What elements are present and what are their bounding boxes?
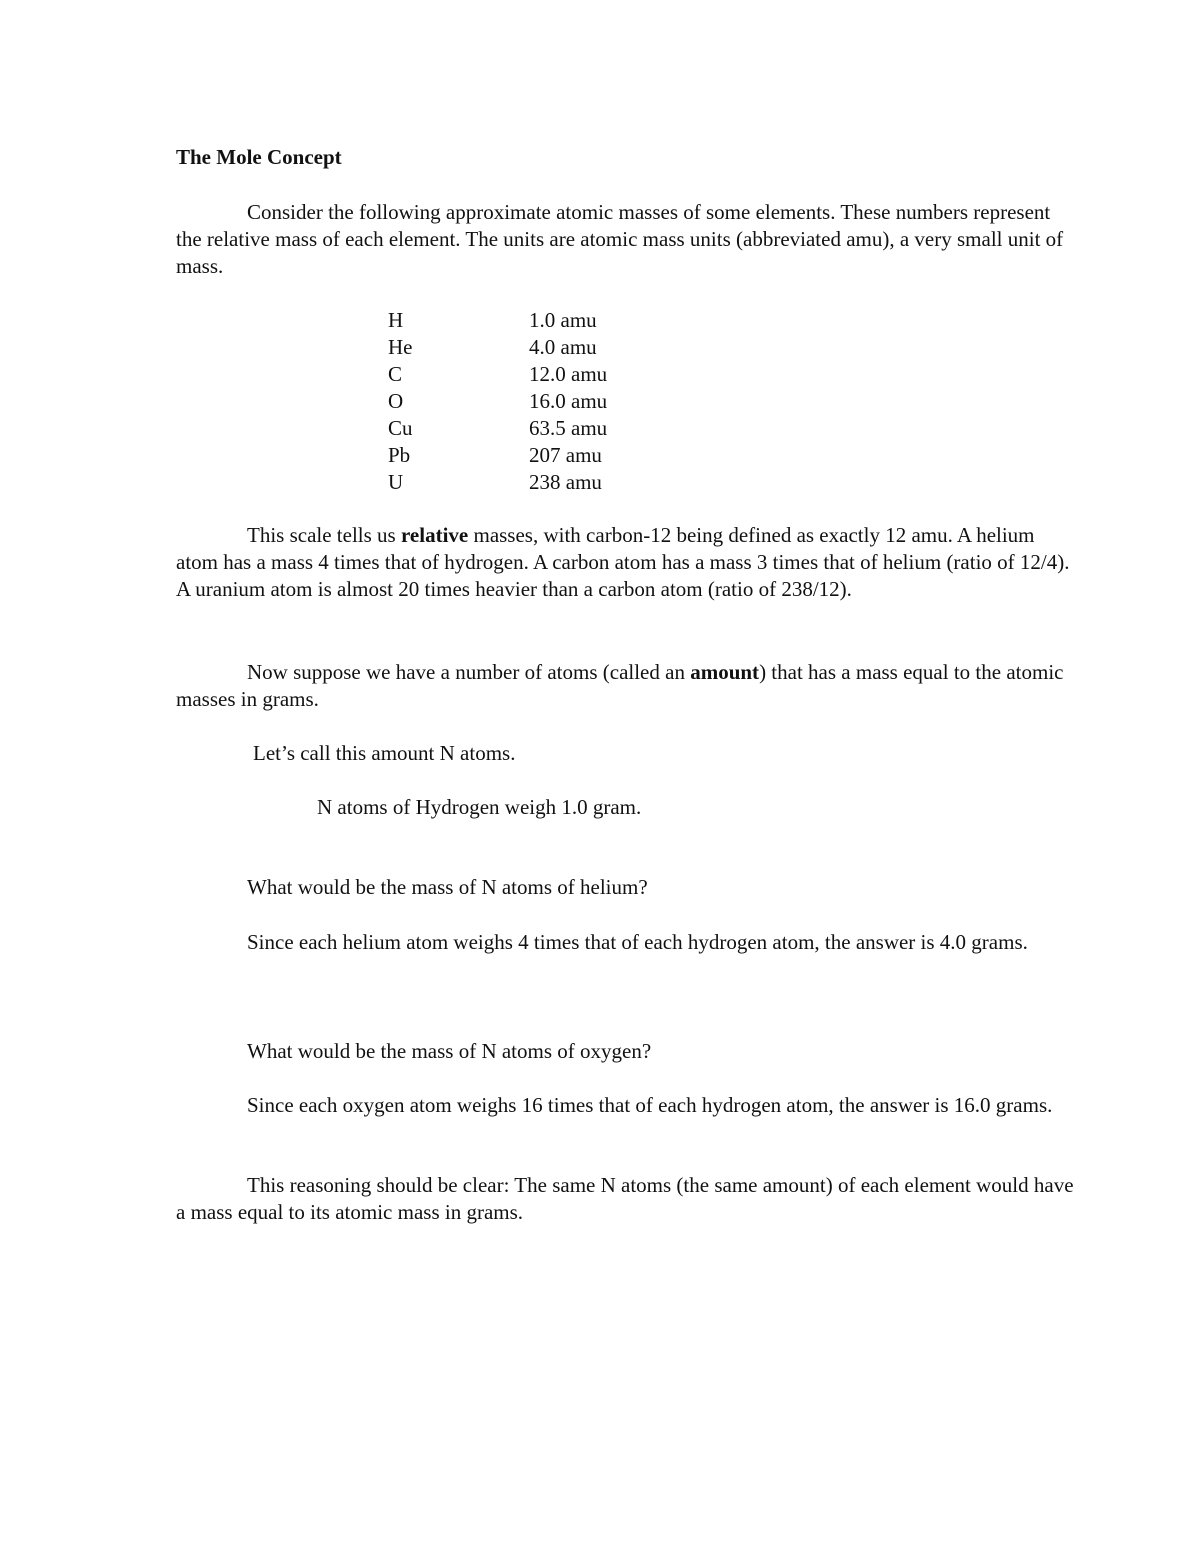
scale-paragraph	[176, 522, 1076, 603]
scale-paragraph-start: This scale tells us	[247, 523, 401, 547]
amount-paragraph-start: Now suppose we have a number of atoms (called an	[247, 660, 691, 684]
table-row	[388, 307, 607, 334]
element-mass: 238 amu	[529, 470, 602, 494]
helium-answer: Since each helium atom weighs 4 times that of each hydrogen atom, the answer is 4.0 grams.	[247, 930, 1028, 954]
element-symbol: C	[388, 362, 403, 386]
element-symbol: Cu	[388, 416, 413, 440]
element-mass: 4.0 amu	[529, 335, 597, 359]
hydrogen-line: N atoms of Hydrogen weigh 1.0 gram.	[317, 795, 642, 819]
atomic-mass-table	[388, 307, 607, 496]
scale-paragraph-end: masses, with carbon-12 being defined as exactly 12 amu. A helium atom has a mass 4 times that of hydrogen. A carbon atom has a mass 3 times that of helium (ratio of 12/4). A uranium atom is almost 20 times heavier than a carbon atom (ratio of 238/12).	[176, 523, 1070, 601]
table-row	[388, 334, 607, 361]
intro-paragraph: Consider the following approximate atomic masses of some elements. These numbers represent the relative mass of each element. The units are atomic mass units (abbreviated amu), a very small unit of mass.	[176, 200, 1064, 278]
element-mass: 12.0 amu	[529, 362, 608, 386]
table-row	[388, 442, 607, 469]
element-symbol: Pb	[388, 443, 411, 467]
call-amount-line: Let’s call this amount N atoms.	[253, 741, 516, 765]
oxygen-question: What would be the mass of N atoms of oxygen?	[247, 1039, 652, 1063]
element-symbol: He	[388, 335, 413, 359]
element-mass: 63.5 amu	[529, 416, 608, 440]
element-mass: 1.0 amu	[529, 308, 597, 332]
element-symbol: O	[388, 389, 404, 413]
element-mass: 207 amu	[529, 443, 602, 467]
table-row	[388, 469, 607, 496]
page-title: The Mole Concept	[176, 145, 342, 169]
table-row	[388, 415, 607, 442]
relative-emphasis: relative	[400, 523, 469, 547]
oxygen-answer: Since each oxygen atom weighs 16 times that of each hydrogen atom, the answer is 16.0 grams.	[247, 1093, 1053, 1117]
helium-question: What would be the mass of N atoms of helium?	[247, 875, 648, 899]
element-symbol: U	[388, 470, 404, 494]
table-row	[388, 388, 607, 415]
amount-paragraph	[176, 659, 1076, 713]
element-mass: 16.0 amu	[529, 389, 608, 413]
element-symbol: H	[388, 308, 404, 332]
table-row	[388, 361, 607, 388]
amount-paragraph-end: ) that has a mass equal to the atomic masses in grams.	[176, 660, 1064, 711]
conclusion-paragraph: This reasoning should be clear: The same N atoms (the same amount) of each element would have a mass equal to its atomic mass in grams.	[176, 1173, 1074, 1224]
amount-emphasis: amount	[690, 660, 760, 684]
